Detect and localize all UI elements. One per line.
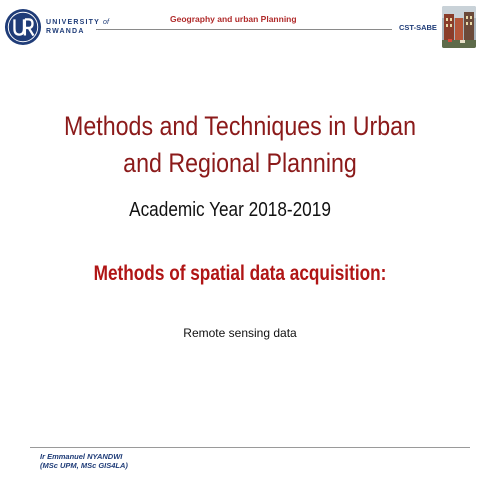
college-name: CST-SABE [399,23,437,32]
author-credentials: (MSc UPM, MSc GIS4LA) [40,461,128,470]
university-line1: UNIVERSITY [46,19,100,26]
university-seal-icon [4,8,42,46]
university-of: of [103,19,109,26]
header-divider [96,29,392,30]
campus-photo-image [442,6,476,48]
slide-title-line1: Methods and Techniques in Urban [64,111,416,141]
university-name [46,18,109,36]
slide-header [0,0,480,62]
footer-divider [30,447,470,448]
slide-topic: Remote sensing data [183,326,297,340]
author-block [40,452,128,470]
course-name: Geography and urban Planning [170,14,297,24]
university-line2: RWANDA [46,28,85,35]
author-name: Ir Emmanuel NYANDWI [40,452,123,461]
slide-title-line2: and Regional Planning [123,148,357,178]
slide-subtitle: Methods of spatial data acquisition: [93,262,387,285]
academic-year: Academic Year 2018-2019 [129,199,331,221]
slide-title [51,108,429,182]
university-logo [4,8,109,46]
